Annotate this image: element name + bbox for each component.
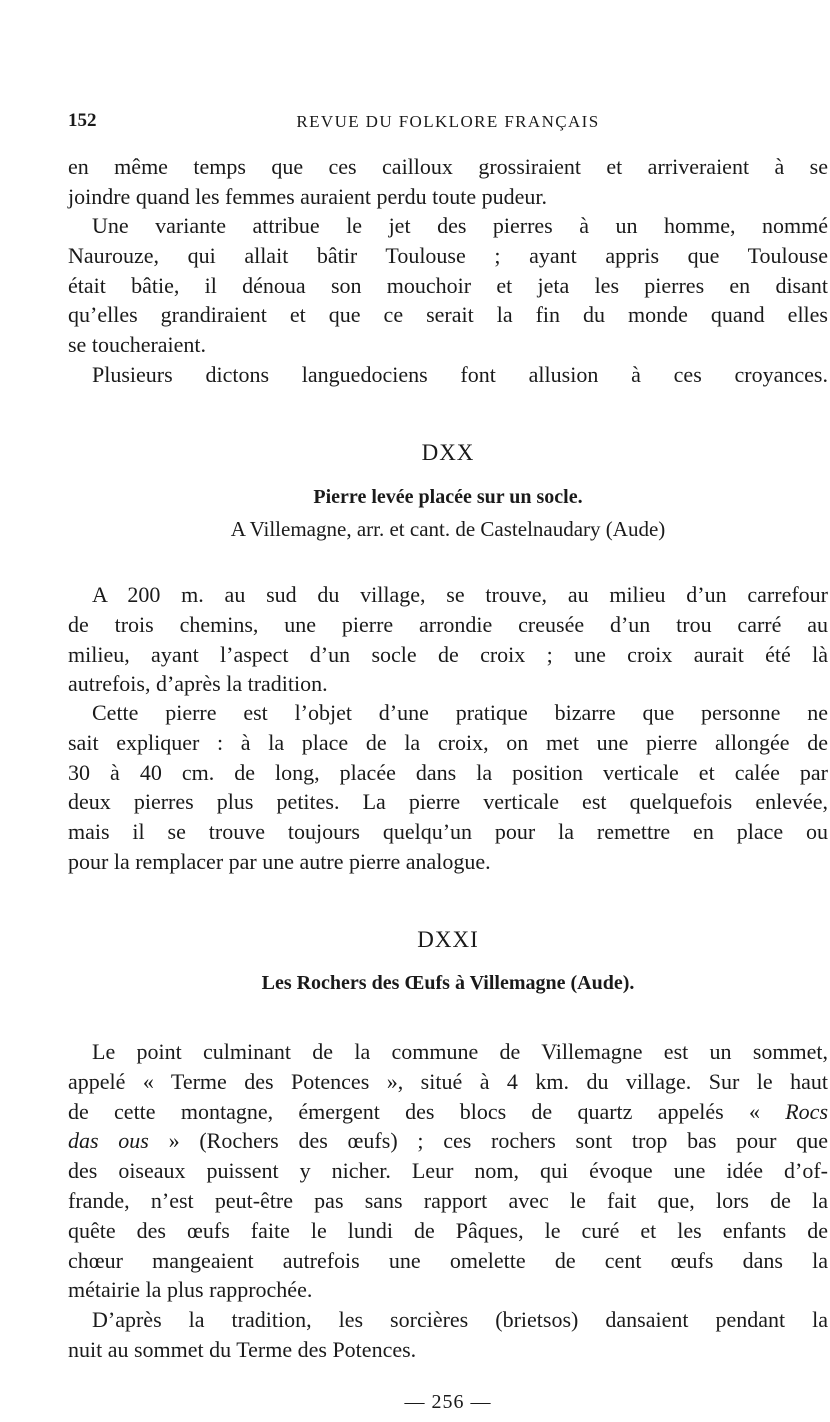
text-line: chœur mangeaient autrefois une omelette de cent œufs dans la [68,1247,828,1273]
text-line: nuit au sommet du Terme des Potences. [68,1336,417,1362]
text-run: de cette montagne, émergent des blocs de quartz appelés « [68,1098,786,1124]
text-line: était bâtie, il dénoua son mouchoir et jeta les pierres en disant [68,272,828,298]
text-line: se toucheraient. [68,332,207,358]
text-line: joindre quand les femmes auraient perdu toute pudeur. [68,183,547,209]
text-line [68,1097,828,1127]
section-title: Les Rochers des Œufs à Villemagne (Aude). [261,972,635,994]
text-line: frande, n’est peut-être pas sans rapport avec le fait que, lors de la [68,1187,828,1213]
section2-paragraph-1 [68,1037,828,1305]
text-line [68,1126,828,1156]
text-run: » (Rochers des œufs) ; ces rochers sont trop bas pour que [148,1128,828,1154]
text-line: 30 à 40 cm. de long, placée dans la position verticale et calée par [68,759,828,785]
page-folio: — 256 — [404,1391,492,1413]
italic-term: das ous [68,1128,149,1154]
text-line: mais il se trouve toujours quelqu’un pour la remettre en place ou [68,819,828,845]
section1-paragraph-1 [68,580,828,699]
intro-paragraph-1 [68,152,828,212]
italic-term: Rocs [785,1098,828,1124]
section-location: A Villemagne, arr. et cant. de Castelnaudary (Aude) [230,517,666,541]
intro-paragraph-2 [68,211,828,360]
text-line: métairie la plus rapprochée. [68,1277,313,1303]
section-title: Pierre levée placée sur un socle. [313,486,583,508]
text-line: qu’elles grandiraient et que ce serait la fin du monde quand elles [68,302,828,328]
text-line: des oiseaux puissent y nicher. Leur nom, qui évoque une idée d’of- [68,1158,828,1184]
intro-paragraph-3 [68,360,828,390]
text-line: Le point culminant de la commune de Villemagne est un sommet, [92,1039,828,1064]
text-line: autrefois, d’après la tradition. [68,671,328,697]
text-line: de trois chemins, une pierre arrondie creusée d’un trou carré au [68,611,828,637]
page-number: 152 [68,110,97,131]
text-line: Plusieurs dictons languedociens font allusion à ces croyances. [92,362,828,387]
text-line: appelé « Terme des Potences », situé à 4 km. du village. Sur le haut [68,1068,828,1094]
text-line: en même temps que ces cailloux grossiraient et arriveraient à se [68,154,828,179]
text-line: pour la remplacer par une autre pierre analogue. [68,848,491,874]
section2-paragraph-2 [68,1305,828,1365]
text-line: D’après la tradition, les sorcières (brietsos) dansaient pendant la [92,1307,828,1332]
text-line: milieu, ayant l’aspect d’un socle de croix ; une croix aurait été là [68,641,828,667]
section-number: DXXI [417,927,479,952]
running-title: REVUE DU FOLKLORE FRANÇAIS [296,112,600,131]
page-header [68,110,828,136]
text-line: deux pierres plus petites. La pierre verticale est quelquefois enlevée, [68,789,828,815]
text-line: Cette pierre est l’objet d’une pratique bizarre que personne ne [92,700,828,725]
section-number: DXX [421,440,475,465]
text-line: A 200 m. au sud du village, se trouve, au milieu d’un carrefour [92,582,828,607]
text-line: Naurouze, qui allait bâtir Toulouse ; ayant appris que Toulouse [68,242,828,268]
section1-paragraph-2 [68,698,828,877]
text-line: quête des œufs faite le lundi de Pâques, le curé et les enfants de [68,1217,828,1243]
text-line: sait expliquer : à la place de la croix, on met une pierre allongée de [68,729,828,755]
text-line: Une variante attribue le jet des pierres à un homme, nommé [92,213,828,238]
